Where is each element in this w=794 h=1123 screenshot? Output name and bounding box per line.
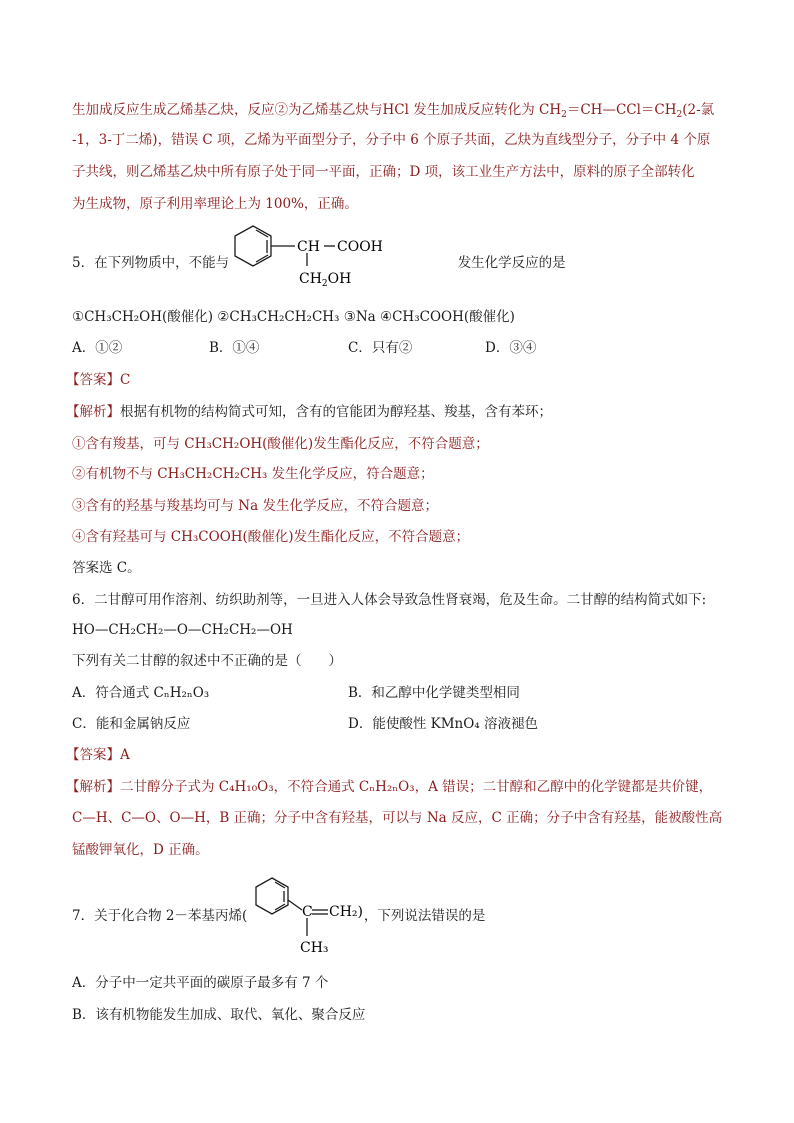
q5-stem: 5．在下列物质中，不能与 发生化学反应的是 xyxy=(72,255,566,271)
q6-stem-2: 下列有关二甘醇的叙述中不正确的是（ ） xyxy=(72,653,342,669)
q5-analysis-1: 【解析】根据有机物的结构简式可知，含有的官能团为醇羟基、羧基，含有苯环； xyxy=(66,404,552,420)
q5-analysis-6: 答案选 C。 xyxy=(72,560,141,576)
q6-option-a: A．符合通式 CₙH₂ₙO₃ xyxy=(72,685,210,701)
q6-option-b: B．和乙醇中化学键类型相同 xyxy=(348,685,520,701)
q5-structure xyxy=(227,218,452,290)
q5-option-d: D．③④ xyxy=(485,340,537,356)
q5-analysis-4: ③含有的羟基与羧基均可与 Na 发生化学反应，不符合题意； xyxy=(72,498,438,514)
q5-option-c: C．只有② xyxy=(348,340,413,356)
q7-structure xyxy=(246,870,366,960)
q5-answer: 【答案】C xyxy=(66,372,131,388)
q5-analysis-3: ②有机物不与 CH₃CH₂CH₂CH₃ 发生化学反应，符合题意； xyxy=(72,466,434,482)
q5-items: ①CH₃CH₂OH(酸催化) ②CH₃CH₂CH₂CH₃ ③Na ④CH₃COOH(酸催化) xyxy=(72,309,515,325)
q5-analysis-5: ④含有羟基可与 CH₃COOH(酸催化)发生酯化反应，不符合题意； xyxy=(72,529,470,545)
intro-line-2: -1，3-丁二烯)，错误 C 项，乙烯为平面型分子，分子中 6 个原子共面，乙炔为直线型分子，分子中 4 个原 xyxy=(72,132,711,148)
q5-struct-cooh: COOH xyxy=(337,239,383,255)
q7-struct-ch2: CH₂) xyxy=(329,904,363,920)
benzene-ring-icon xyxy=(235,226,335,266)
q6-analysis-2: C—H、C—O、O—H，B 正确；分子中含有羟基，可以与 Na 反应，C 正确；分子中含有羟基，能被酸性高 xyxy=(72,810,723,826)
intro-line-1: 生加成反应生成乙烯基乙炔，反应②为乙烯基乙炔与HCl 发生加成反应转化为 $CH_2=CH—CCl=CH_2(2-$氯 xyxy=(72,102,715,120)
q7-struct-ch3: CH₃ xyxy=(300,940,329,956)
q6-formula: HO—CH₂CH₂—O—CH₂CH₂—OH xyxy=(72,622,293,638)
q6-stem-1: 6．二甘醇可用作溶剂、纺织助剂等，一旦进入人体会导致急性肾衰竭，危及生命。二甘醇的结构简式如下: xyxy=(72,592,707,608)
intro-line-4: 为生成物，原子利用率理论上为 100%，正确。 xyxy=(72,196,358,212)
q6-option-c: C．能和金属钠反应 xyxy=(72,716,191,732)
q5-option-a: A．①② xyxy=(72,340,123,356)
q5-struct-ch: CH xyxy=(297,239,320,255)
q6-option-d: D．能使酸性 KMnO₄ 溶液褪色 xyxy=(348,716,538,732)
intro-line-3: 子共线，则乙烯基乙炔中所有原子处于同一平面，正确；D 项，该工业生产方法中，原料的原子全部转化 xyxy=(72,164,695,180)
q7-option-a: A．分子中一定共平面的碳原子最多有 7 个 xyxy=(72,975,329,991)
q6-analysis-1: 【解析】二甘醇分子式为 C₄H₁₀O₃，不符合通式 CₙH₂ₙO₃，A 错误；二甘醇和乙醇中的化学键都是共价键， xyxy=(66,779,713,795)
q6-answer: 【答案】A xyxy=(66,747,130,763)
q7-option-b: B．该有机物能发生加成、取代、氧化、聚合反应 xyxy=(72,1007,366,1023)
q7-stem: 7．关于化合物 2－苯基丙烯( ，下列说法错误的是 xyxy=(72,908,486,924)
q5-struct-ch2oh: $CH_2OH$ xyxy=(299,271,352,289)
q6-analysis-3: 锰酸钾氧化，D 正确。 xyxy=(72,842,209,858)
q5-analysis-2: ①含有羧基，可与 CH₃CH₂OH(酸催化)发生酯化反应，不符合题意； xyxy=(72,436,489,452)
q5-option-b: B．①④ xyxy=(209,340,260,356)
benzene-ring-icon xyxy=(256,878,328,936)
q7-struct-c: C xyxy=(302,904,313,920)
